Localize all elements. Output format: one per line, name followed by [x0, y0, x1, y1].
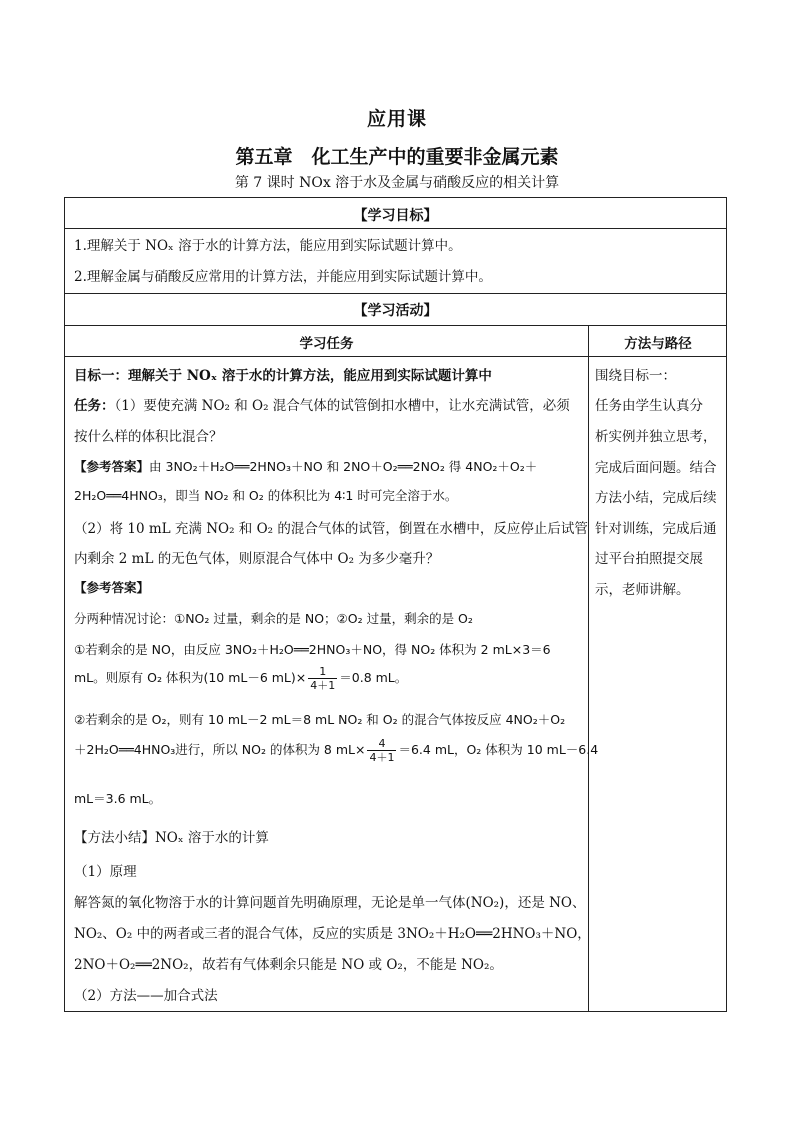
objectives-title: 【学习目标】 [353, 208, 438, 224]
column-header-task: 学习任务 [299, 336, 354, 352]
answer-1-cont: 2H₂O══4HNO₃，即当 NO₂ 和 O₂ 的体积比为 4∶1 时可完全溶于水。 [74, 488, 458, 503]
chapter-title: 第五章 化工生产中的重要非金属元素 [235, 146, 559, 168]
column-header-method: 方法与路径 [624, 336, 692, 352]
side-line: 析实例并独立思考， [595, 429, 717, 445]
column-divider [588, 325, 589, 1011]
objective-item: 2.理解金属与硝酸反应常用的计算方法，并能应用到实际试题计算中。 [74, 269, 492, 285]
side-line: 示，老师讲解。 [595, 582, 690, 598]
answer-2-case1-pre: mL。则原有 O₂ 体积为(10 mL－6 mL)× [74, 670, 307, 685]
answer-2-case1: ①若剩余的是 NO，由反应 3NO₂＋H₂O══2HNO₃＋NO，得 NO₂ 体积为 2 mL×3＝6 [74, 642, 551, 657]
side-line: 任务由学生认真分 [595, 398, 703, 414]
principle-text: NO₂、O₂ 中的两者或三者的混合气体，反应的实质是 3NO₂＋H₂O══2HNO₃＋NO， [74, 926, 591, 942]
fraction-numerator: 4 [367, 737, 396, 751]
answer-2-case1-post: ＝0.8 mL。 [339, 670, 408, 685]
lesson-title: 第 7 课时 NOx 溶于水及金属与硝酸反应的相关计算 [234, 175, 560, 191]
method-summary-title: 【方法小结】NOₓ 溶于水的计算 [74, 830, 269, 846]
principle-heading: （1）原理 [74, 864, 137, 880]
question-2-line: （2）将 10 mL 充满 NO₂ 和 O₂ 的混合气体的试管，倒置在水槽中，反应停止后试管 [74, 521, 588, 537]
reference-answer-label: 【参考答案】 [74, 459, 150, 474]
activities-title: 【学习活动】 [353, 303, 438, 319]
fraction-denominator: 4＋1 [369, 751, 395, 764]
objective-item: 1.理解关于 NOₓ 溶于水的计算方法，能应用到实际试题计算中。 [74, 238, 462, 254]
question-1-text: （1）要使充满 NO₂ 和 O₂ 混合气体的试管倒扣水槽中，让水充满试管，必须 [114, 398, 570, 414]
question-1-line [74, 394, 570, 414]
answer-2-case2-pre: ＋2H₂O══4HNO₃进行，所以 NO₂ 的体积为 8 mL× [74, 742, 366, 757]
divider [65, 325, 726, 326]
divider [65, 293, 726, 294]
divider [65, 356, 726, 357]
task-label: 任务： [74, 398, 115, 414]
answer-1-text: 由 3NO₂＋H₂O══2HNO₃＋NO 和 2NO＋O₂══2NO₂ 得 4NO₂＋O₂＋ [149, 459, 538, 474]
fraction [367, 737, 396, 764]
side-line: 方法小结，完成后续 [595, 490, 717, 506]
fraction-denominator: 4＋1 [310, 679, 336, 692]
side-line: 围绕目标一： [595, 368, 676, 384]
fraction [308, 665, 337, 692]
side-line: 完成后面问题。结合 [595, 460, 717, 476]
side-line: 针对训练，完成后通 [595, 521, 717, 537]
goal-one-heading: 目标一：理解关于 NOₓ 溶于水的计算方法，能应用到实际试题计算中 [74, 368, 492, 384]
course-type-title: 应用课 [366, 108, 427, 130]
answer-2-case2-post: ＝6.4 mL，O₂ 体积为 10 mL－6.4 [398, 742, 599, 757]
answer-2-case1-cont [74, 665, 407, 692]
method-heading: （2）方法——加合式法 [74, 988, 218, 1004]
answer-2-case2-end: mL＝3.6 mL。 [74, 791, 162, 806]
answer-1-line [74, 457, 537, 475]
question-1-cont: 按什么样的体积比混合？ [74, 429, 223, 445]
lesson-table [64, 197, 727, 1012]
divider [65, 228, 726, 229]
reference-answer-label: 【参考答案】 [74, 580, 150, 595]
fraction-numerator: 1 [308, 665, 337, 679]
side-line: 过平台拍照提交展 [595, 551, 703, 567]
principle-text: 解答氮的氧化物溶于水的计算问题首先明确原理，无论是单一气体(NO₂)，还是 NO、 [74, 895, 586, 911]
answer-2-intro: 分两种情况讨论：①NO₂ 过量，剩余的是 NO；②O₂ 过量，剩余的是 O₂ [74, 611, 473, 626]
answer-2-case2: ②若剩余的是 O₂，则有 10 mL－2 mL＝8 mL NO₂ 和 O₂ 的混合气体按反应 4NO₂＋O₂ [74, 712, 566, 727]
question-2-cont: 内剩余 2 mL 的无色气体，则原混合气体中 O₂ 为多少毫升？ [74, 551, 440, 567]
answer-2-case2-cont [74, 737, 598, 764]
principle-text: 2NO＋O₂══2NO₂，故若有气体剩余只能是 NO 或 O₂，不能是 NO₂。 [74, 957, 503, 973]
